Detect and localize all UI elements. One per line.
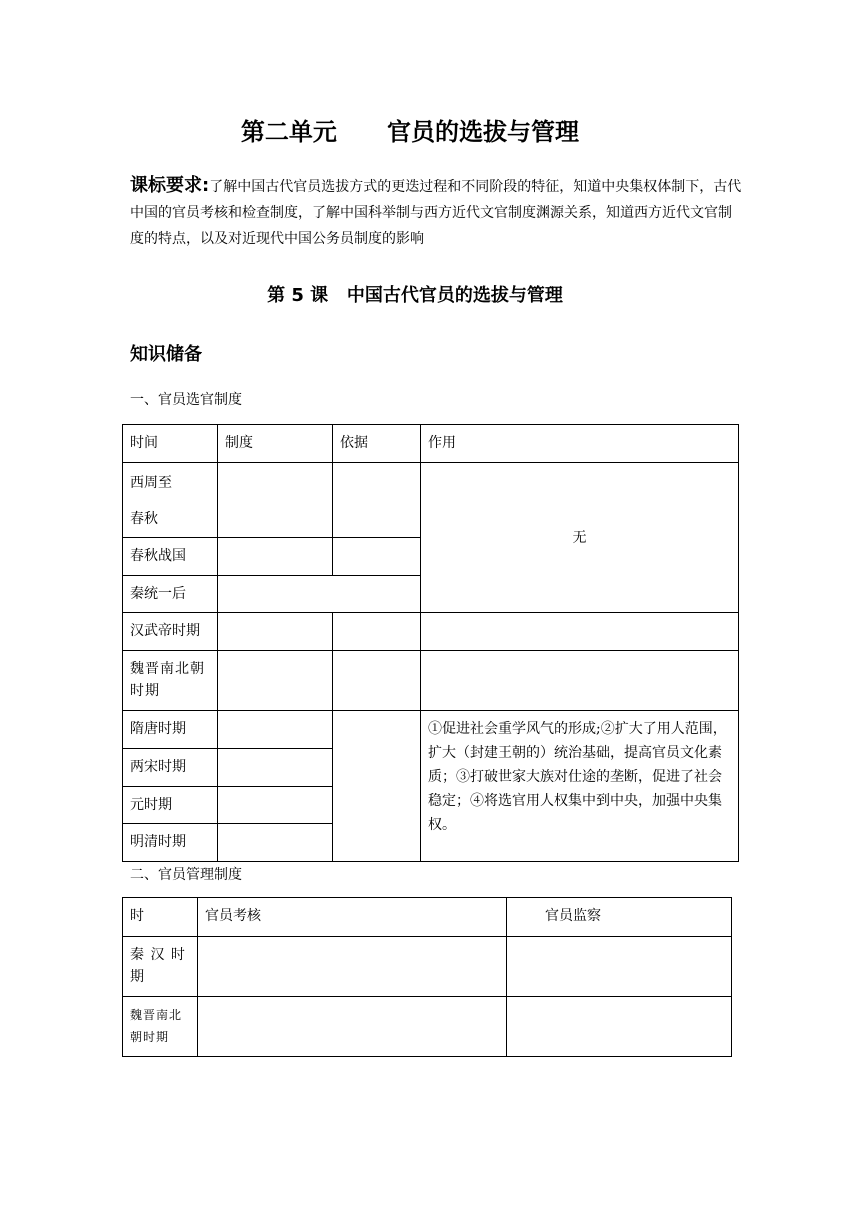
system-cell — [218, 576, 421, 613]
requirement-label: 课标要求: — [130, 175, 210, 196]
system-cell — [218, 711, 333, 749]
period-cell: 隋唐时期 — [123, 711, 218, 749]
table-header-row — [123, 898, 732, 937]
basis-cell — [333, 651, 421, 711]
period-cell: 汉武帝时期 — [123, 613, 218, 651]
section1-heading: 一、官员选官制度 — [130, 392, 242, 408]
header-basis: 依据 — [333, 425, 421, 463]
effect-cell — [421, 613, 739, 651]
period-cell: 秦 汉 时期 — [123, 937, 198, 997]
table-row — [123, 711, 739, 749]
system-cell — [218, 463, 333, 538]
period-cell: 两宋时期 — [123, 749, 218, 787]
basis-cell — [333, 538, 421, 576]
period-line: 西周至 — [130, 475, 172, 491]
none-text: 无 — [572, 529, 587, 546]
selection-system-table — [122, 424, 739, 862]
system-cell — [218, 749, 333, 787]
management-system-table — [122, 897, 732, 1057]
period-cell: 春秋战国 — [123, 538, 218, 576]
keju-impact-cell: ①促进社会重学风气的形成;②扩大了用人范围，扩大（封建王朝的）统治基础，提高官员文化素质；③打破世家大族对仕途的垄断，促进了社会稳定；④将选官用人权集中到中央，加强中央集权。 — [421, 711, 739, 862]
assessment-cell — [198, 937, 507, 997]
system-cell — [218, 613, 333, 651]
table-header-row — [123, 425, 739, 463]
effect-cell — [421, 651, 739, 711]
basis-cell — [333, 463, 421, 538]
basis-cell — [333, 711, 421, 862]
system-cell — [218, 787, 333, 824]
basis-cell — [333, 613, 421, 651]
requirement-text: 了解中国古代官员选拔方式的更迭过程和不同阶段的特征，知道中央集权体制下，古代中国的官员考核和检查制度，了解中国科举制与西方近代文官制度渊源关系，知道西方近代文官制度的特点，以及对近现代中国公务员制度的影响 — [130, 179, 742, 247]
header-supervision: 官员监察 — [507, 898, 732, 937]
header-period: 时 — [123, 898, 198, 937]
period-cell: 秦统一后 — [123, 576, 218, 613]
lesson-title: 第 5 课 中国古代官员的选拔与管理 — [267, 285, 563, 306]
system-cell — [218, 824, 333, 862]
period-cell: 元时期 — [123, 787, 218, 824]
supervision-cell — [507, 937, 732, 997]
period-line: 春秋 — [130, 511, 158, 527]
period-cell: 魏晋南北朝时期 — [123, 997, 198, 1057]
system-cell — [218, 538, 333, 576]
table-row — [123, 997, 732, 1057]
header-system: 制度 — [218, 425, 333, 463]
table-row — [123, 651, 739, 711]
curriculum-requirement — [130, 173, 745, 252]
period-cell: 明清时期 — [123, 824, 218, 862]
section2-heading: 二、官员管理制度 — [130, 867, 242, 883]
unit-title: 第二单元 官员的选拔与管理 — [240, 118, 580, 146]
effect-none-cell — [421, 463, 739, 613]
table-row — [123, 463, 739, 538]
supervision-cell — [507, 997, 732, 1057]
system-cell — [218, 651, 333, 711]
knowledge-heading: 知识储备 — [130, 344, 202, 365]
table-row — [123, 613, 739, 651]
period-cell: 魏晋南北朝时期 — [123, 651, 218, 711]
table-row — [123, 937, 732, 997]
header-effect: 作用 — [421, 425, 739, 463]
header-time: 时间 — [123, 425, 218, 463]
assessment-cell — [198, 997, 507, 1057]
period-cell — [123, 463, 218, 538]
header-assessment: 官员考核 — [198, 898, 507, 937]
